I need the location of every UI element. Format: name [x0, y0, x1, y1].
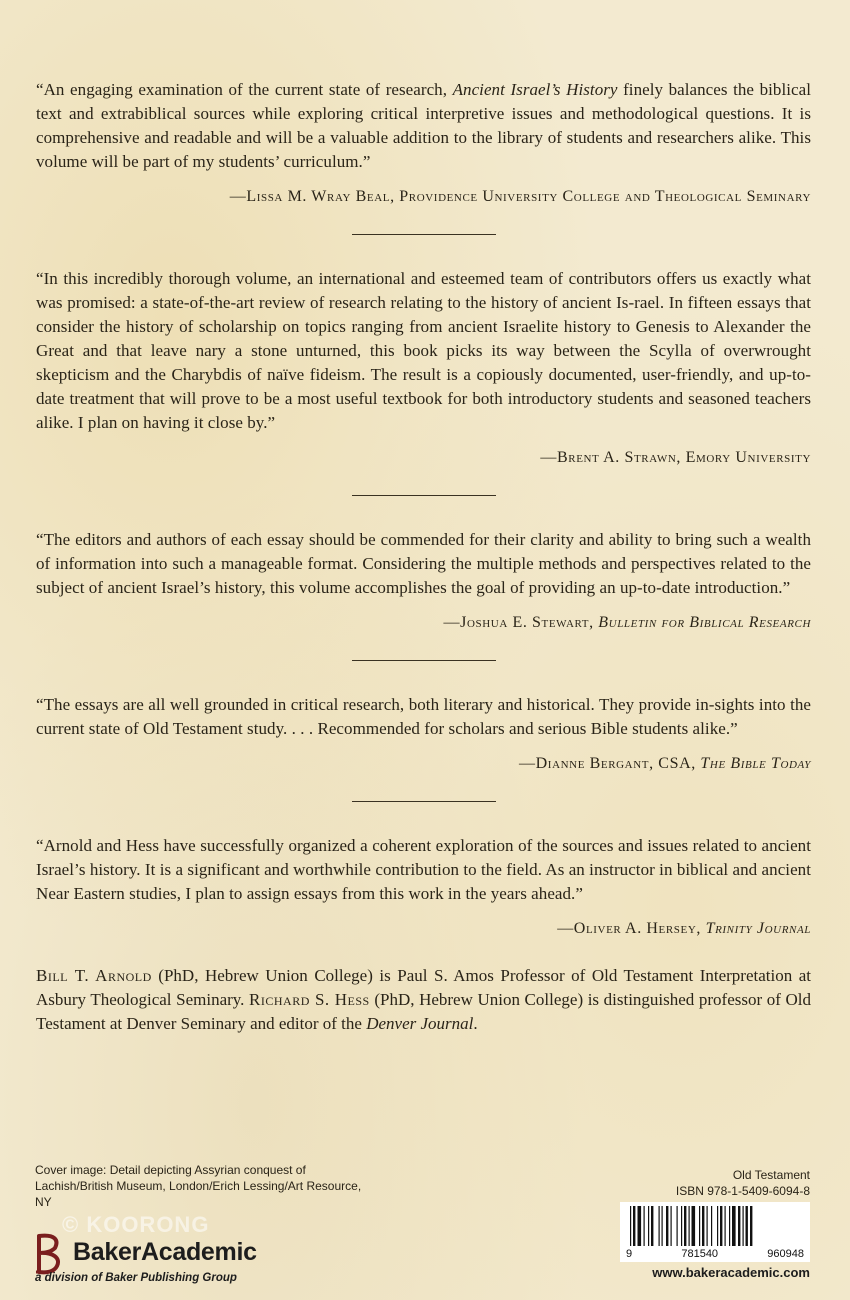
review-1 [36, 78, 811, 208]
quote-text: “The essays are all well grounded in critical research, both literary and historical. They provide in-sights into the current state of Old Testament study. . . . Recommended for scholars and serious Bible students alike.” [36, 695, 811, 738]
quote-text: “The editors and authors of each essay should be commended for their clarity and ability to bring such a wealth of information into such a manageable format. Considering the multiple methods and perspectives related to the subject of ancient Israel’s history, this volume accomplishes the goal of providing an up-to-date introduction.” [36, 530, 811, 597]
publisher-name: BakerAcademic [73, 1238, 257, 1266]
bio-text: (PhD, Hebrew Union College) is distinguished professor of Old Testament at Denver Seminary and editor of the [36, 990, 812, 1033]
reviewer-affiliation: Providence University College and Theological Seminary [399, 188, 811, 205]
quote-text: “An engaging examination of the current state of research, [36, 80, 453, 99]
review-quote [36, 834, 811, 906]
reviewer-affiliation: Emory University [685, 449, 811, 466]
author-name: Richard S. Hess [249, 990, 370, 1009]
bio-text: (PhD, Hebrew Union College) is Paul S. Amos Professor of Old Testament Interpretation at Asbury Theological Seminary. [36, 966, 811, 1009]
review-attribution [36, 447, 811, 469]
watermark: © KOORONG [62, 1212, 210, 1237]
barcode-digit-group: 960948 [767, 1248, 804, 1260]
cover-credit: Cover image: Detail depicting Assyrian conquest of Lachish/British Museum, London/Erich Lessing/Art Resource, NY [35, 1163, 362, 1209]
divider [352, 495, 496, 496]
reviewer-name: —Joshua E. Stewart, [443, 614, 599, 631]
review-attribution [36, 918, 811, 940]
barcode-digit-group: 9 [626, 1248, 633, 1260]
author-name: Bill T. Arnold [36, 966, 152, 985]
review-4 [36, 693, 811, 775]
quote-text: “Arnold and Hess have successfully organized a coherent exploration of the sources and issues related to ancient Israel’s history. It is a significant and worthwhile contribution to the field. As an instructor in biblical and ancient Near Eastern studies, I plan to assign essays from this work in the years ahead.” [36, 836, 811, 903]
reviewer-affiliation: Bulletin for Biblical Research [598, 614, 811, 631]
quote-text: finely balances the biblical text and extrabiblical sources while exploring critical interpretive issues and methodological questions. It is comprehensive and readable and will be a valuable addition to the library of students and researchers alike. This volume will be part of my students’ curriculum.” [36, 80, 811, 171]
isbn: ISBN 978-1-5409-6094-8 [675, 1184, 810, 1198]
reviewer-affiliation: Trinity Journal [705, 920, 811, 937]
bio-text: . [473, 1014, 478, 1033]
review-quote [36, 693, 811, 741]
reviewer-affiliation: The Bible Today [700, 755, 811, 772]
review-quote [36, 78, 811, 174]
review-2 [36, 267, 811, 469]
divider [352, 660, 496, 661]
reviewer-name: —Oliver A. Hersey, [557, 920, 706, 937]
review-quote [36, 267, 811, 435]
publisher-logo [35, 1232, 305, 1292]
review-attribution [36, 753, 811, 775]
reviewer-name: —Dianne Bergant, CSA, [519, 755, 701, 772]
publisher-division: a division of Baker Publishing Group [35, 1272, 237, 1284]
quote-text: “In this incredibly thorough volume, an international and esteemed team of contributors offers us exactly what was promised: a state-of-the-art review of research relating to the history of ancient Is-rael. In fifteen essays that consider the history of scholarship on topics ranging from ancient Israelite history to Genesis to Alexander the Great and that leave nary a stone unturned, this book picks its way between the Scylla of overwrought skepticism and the Charybdis of naïve fideism. The result is a copiously documented, user-friendly, and up-to-date treatment that will prove to be a most useful textbook for both introductory students and seasoned teachers alike. I plan on having it close by.” [36, 269, 811, 432]
review-attribution [36, 612, 811, 634]
journal-title: Denver Journal [366, 1014, 474, 1033]
reviewer-name: —Lissa M. Wray Beal, [229, 188, 400, 205]
divider [352, 234, 496, 235]
author-bio [36, 964, 811, 1036]
review-3 [36, 528, 811, 634]
barcode-digit-group: 781540 [681, 1248, 719, 1260]
review-attribution [36, 186, 811, 208]
reviewer-name: —Brent A. Strawn, [540, 449, 686, 466]
barcode-bars-icon [628, 1206, 802, 1250]
website-link[interactable]: www.bakeracademic.com [652, 1265, 810, 1280]
divider [352, 801, 496, 802]
review-5 [36, 834, 811, 940]
review-quote [36, 528, 811, 600]
back-cover-text [36, 78, 811, 1053]
barcode-block [620, 1168, 810, 1280]
book-title: Ancient Israel’s History [452, 80, 618, 99]
barcode [620, 1202, 810, 1262]
baker-b-logo-icon [35, 1232, 65, 1276]
barcode-digits [620, 1248, 810, 1260]
subject-category: Old Testament [732, 1168, 810, 1182]
